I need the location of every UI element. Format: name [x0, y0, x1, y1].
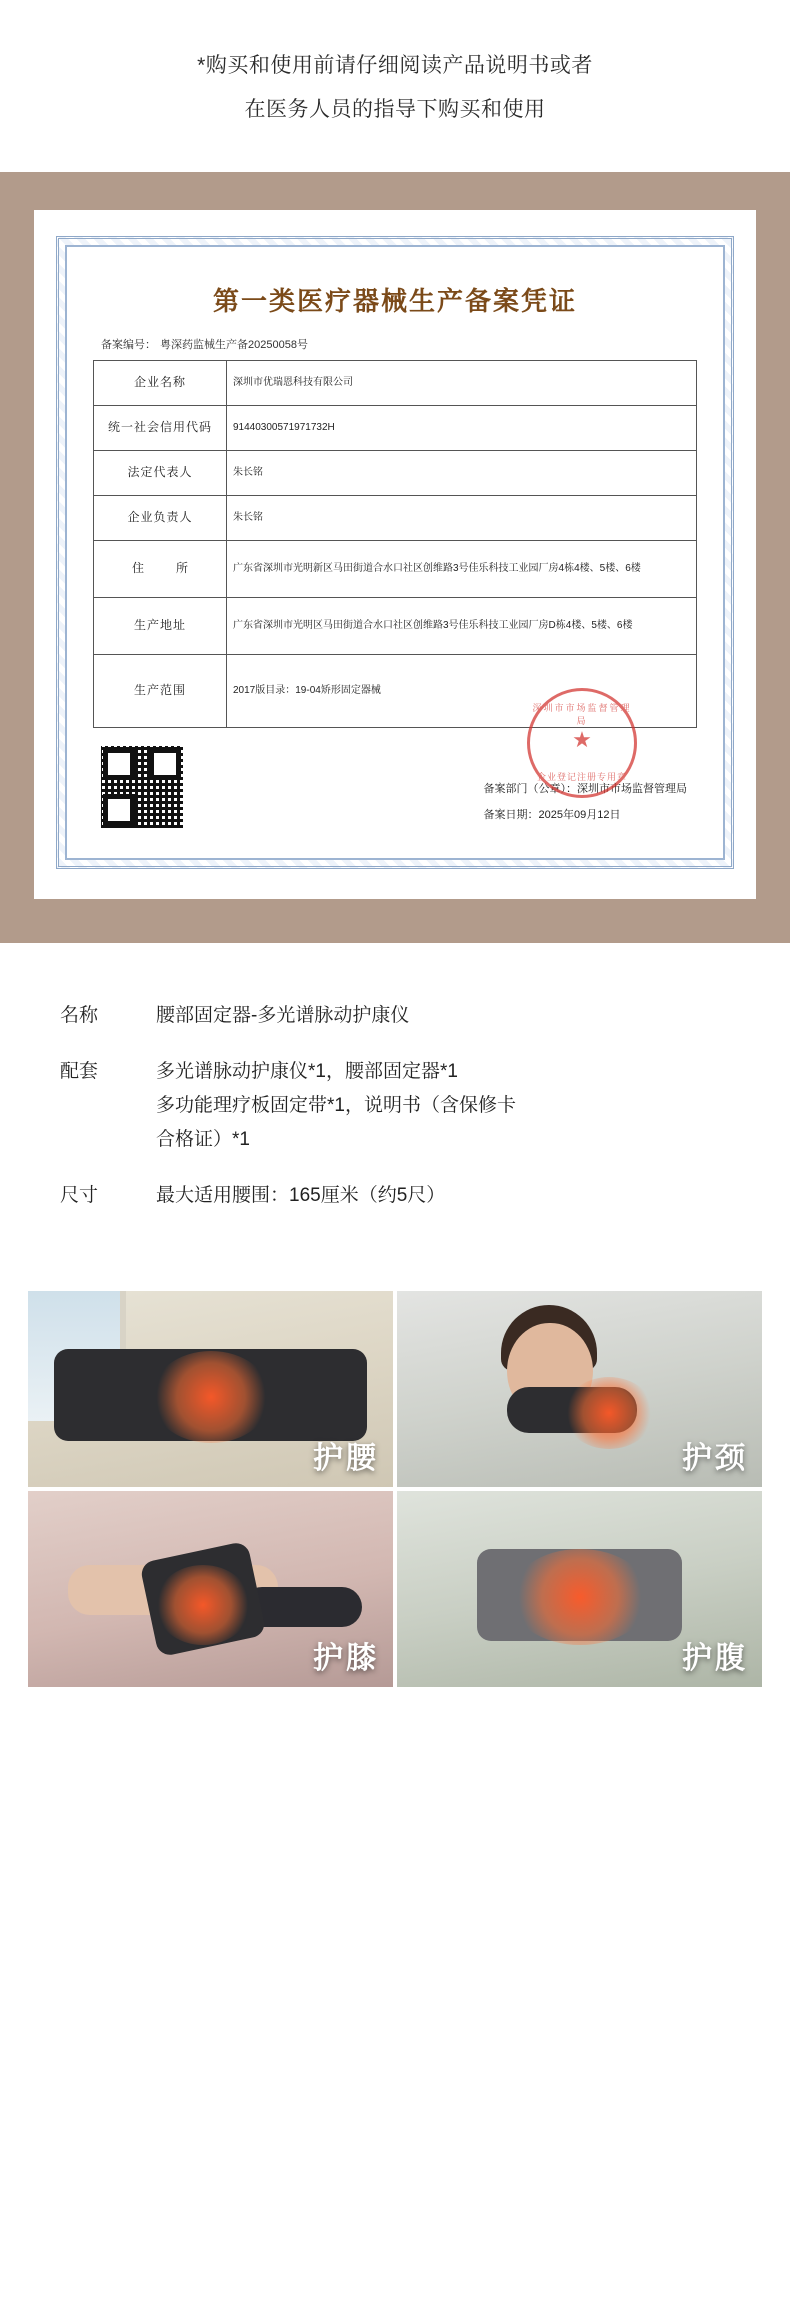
row-value: 2017版目录：19-04矫形固定器械	[227, 655, 697, 728]
row-label: 生产范围	[94, 655, 227, 728]
photo-neck	[397, 1291, 762, 1487]
record-department-value: 深圳市市场监督管理局	[577, 783, 687, 795]
spec-key: 配套	[60, 1061, 99, 1082]
table-row	[94, 598, 697, 655]
certificate-band	[0, 172, 790, 943]
certificate-title: 第一类医疗器械生产备案凭证	[212, 287, 577, 317]
table-row	[94, 361, 697, 406]
certificate-content	[65, 245, 725, 860]
row-value: 广东省深圳市光明区马田街道合水口社区创维路3号佳乐科技工业园厂房D栋4楼、5楼、6楼	[227, 598, 697, 655]
spec-values	[156, 1179, 730, 1213]
spec-value: 腰部固定器-多光谱脉动护康仪	[156, 1005, 410, 1026]
seal-star-icon: ★	[572, 727, 592, 752]
certificate-footer	[93, 703, 697, 832]
official-seal-icon	[527, 688, 637, 798]
table-row	[94, 406, 697, 451]
row-label: 生产地址	[94, 598, 227, 655]
certificate-table	[93, 360, 697, 728]
record-department-label: 备案部门（公章）：	[483, 783, 577, 795]
record-date-value: 2025年09月12日	[538, 809, 621, 821]
spec-row-package	[60, 1055, 730, 1157]
row-value: 深圳市优瑞恩科技有限公司	[227, 361, 697, 406]
table-row	[94, 496, 697, 541]
product-spec-list	[0, 943, 790, 1291]
spec-values	[156, 1055, 730, 1157]
usage-photo-grid	[0, 1291, 790, 1715]
row-value: 广东省深圳市光明新区马田街道合水口社区创维路3号佳乐科技工业园厂房4栋4楼、5楼、6楼	[227, 541, 697, 598]
spec-key: 名称	[60, 1005, 99, 1026]
photo-caption: 护膝	[313, 1641, 379, 1676]
seal-top-text: 深圳市市场监督管理局	[532, 703, 632, 726]
certificate-record-number	[101, 336, 697, 352]
spec-value: 最大适用腰围：165厘米（约5尺）	[156, 1185, 446, 1206]
photo-caption: 护颈	[682, 1441, 748, 1476]
row-label: 法定代表人	[94, 451, 227, 496]
spec-key: 尺寸	[60, 1185, 99, 1206]
record-number-value: 粤深药监械生产备20250058号	[160, 339, 308, 351]
photo-waist	[28, 1291, 393, 1487]
row-label: 统一社会信用代码	[94, 406, 227, 451]
certificate-paper	[34, 210, 756, 899]
row-label: 住 所	[94, 541, 227, 598]
spec-row-name	[60, 999, 730, 1033]
spec-value: 合格证）*1	[156, 1129, 250, 1150]
row-value: 朱长铭	[227, 496, 697, 541]
row-value: 91440300571971732H	[227, 406, 697, 451]
notice-line-2: 在医务人员的指导下购买和使用	[244, 98, 546, 121]
row-value: 朱长铭	[227, 451, 697, 496]
photo-caption: 护腹	[682, 1641, 748, 1676]
table-row	[94, 451, 697, 496]
record-number-label: 备案编号：	[101, 339, 156, 351]
row-label: 企业负责人	[94, 496, 227, 541]
photo-knee	[28, 1491, 393, 1687]
record-date-label: 备案日期：	[483, 809, 539, 821]
table-row	[94, 541, 697, 598]
record-date-line	[484, 806, 688, 822]
spec-value: 多功能理疗板固定带*1，说明书（含保修卡	[156, 1095, 516, 1116]
qr-code-icon	[97, 742, 187, 832]
purchase-notice	[0, 0, 790, 172]
photo-abdomen	[397, 1491, 762, 1687]
spec-row-size	[60, 1179, 730, 1213]
certificate-frame	[56, 236, 734, 869]
notice-line-1: *购买和使用前请仔细阅读产品说明书或者	[197, 54, 593, 77]
spec-value: 多光谱脉动护康仪*1，腰部固定器*1	[156, 1061, 458, 1082]
seal-bottom-text: 企业登记注册专用章	[536, 772, 627, 782]
photo-caption: 护腰	[313, 1441, 379, 1476]
row-label: 企业名称	[94, 361, 227, 406]
spec-values	[156, 999, 730, 1033]
